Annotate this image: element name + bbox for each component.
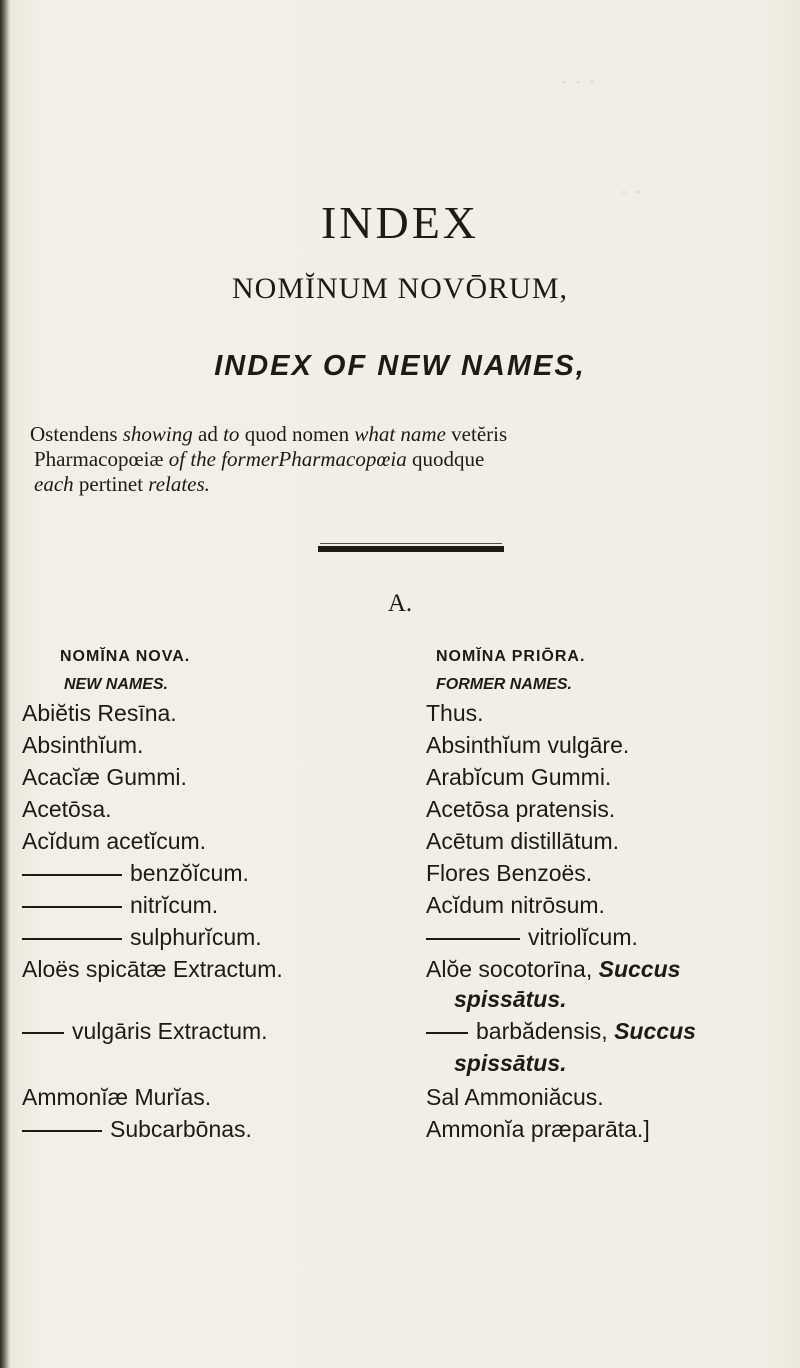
intro-text-italic: relates. [148, 472, 210, 496]
left-entry-text: vulgāris Extractum. [72, 1018, 268, 1044]
right-entry: Arabĭcum Gummi. [426, 764, 612, 790]
right-entry: Acētum distillātum. [426, 828, 620, 854]
left-entry-continued [22, 860, 249, 887]
right-entry-italic: spissātus. [454, 986, 567, 1012]
left-entry: Acacĭæ Gummi. [22, 764, 187, 790]
right-entry: Acĭdum nitrōsum. [426, 892, 605, 918]
right-entry [426, 956, 680, 983]
index-title: INDEX [320, 197, 480, 248]
ditto-dash [22, 874, 122, 876]
right-entry-continued [426, 924, 638, 951]
right-entry-continued [426, 1018, 696, 1045]
left-entry-continued [22, 892, 218, 919]
intro-text: pertinet [78, 472, 144, 496]
right-entry-italic: spissātus. [454, 1050, 567, 1076]
left-entry-continued [22, 924, 262, 951]
intro-text: Ostendens [30, 422, 118, 446]
left-column-heading: NOMĬNA NOVA. [60, 648, 191, 665]
intro-text: ad [198, 422, 218, 446]
intro-text: quodque [411, 447, 485, 471]
ditto-dash [426, 938, 520, 940]
bleed-through-text: · · · [560, 70, 596, 96]
right-entry-text: vitriolĭcum. [528, 924, 638, 950]
right-entry: Absinthĭum vulgāre. [426, 732, 630, 758]
left-entry-continued [22, 1018, 268, 1045]
left-entry-text: Subcarbōnas. [110, 1116, 252, 1142]
ditto-dash [22, 1130, 102, 1132]
left-entry-text: nitrĭcum. [130, 892, 219, 918]
intro-text-italic: what name [354, 422, 446, 446]
left-entry: Aloës spicātæ Extractum. [22, 956, 283, 982]
intro-paragraph [30, 422, 770, 497]
right-entry: Ammonĭa præparāta.] [426, 1116, 650, 1142]
ditto-dash [22, 1032, 64, 1034]
right-entry-text: Alŏe socotorīna, [426, 956, 593, 982]
right-entry: Flores Benzoës. [426, 860, 593, 886]
right-column-heading: NOMĬNA PRIŌRA. [436, 648, 586, 665]
intro-text-italic: to [223, 422, 240, 446]
ditto-dash [22, 906, 122, 908]
left-column-subheading: NEW NAMES. [64, 676, 168, 693]
left-entry: Ammonĭæ Murĭas. [22, 1084, 212, 1110]
ditto-dash [426, 1032, 468, 1034]
left-entry: Acetōsa. [22, 796, 112, 822]
intro-text-italic: of the formerPharmacopœia [168, 447, 407, 471]
index-subtitle-english: INDEX OF NEW NAMES, [214, 350, 586, 382]
left-entry-continued [22, 1116, 252, 1143]
intro-text: vetĕris [451, 422, 508, 446]
intro-text-italic: each [34, 472, 74, 496]
right-entry-italic: Succus [598, 956, 681, 982]
right-column-subheading: FORMER NAMES. [436, 676, 572, 693]
intro-text: quod nomen [244, 422, 350, 446]
index-subtitle-latin: NOMĬNUM NOVŌRUM, [231, 272, 568, 305]
ditto-dash [22, 938, 122, 940]
right-entry-italic: Succus [614, 1018, 696, 1044]
right-entry-text: barbădensis, [476, 1018, 608, 1044]
intro-text: Pharmacopœiæ [34, 447, 164, 471]
left-entry: Abiĕtis Resīna. [22, 700, 177, 726]
left-entry: Absinthĭum. [22, 732, 144, 758]
right-entry: Acetōsa pratensis. [426, 796, 616, 822]
divider-rule [318, 546, 504, 552]
divider-rule-thin [320, 543, 502, 544]
left-entry-text: benzŏĭcum. [130, 860, 249, 886]
right-entry: Thus. [426, 700, 484, 726]
section-letter: A. [387, 590, 413, 617]
intro-text-italic: showing [122, 422, 193, 446]
right-entry: Sal Ammoniăcus. [426, 1084, 604, 1110]
left-entry-text: sulphurĭcum. [130, 924, 262, 950]
left-entry: Acĭdum acetĭcum. [22, 828, 207, 854]
bleed-through-text: · · [620, 180, 642, 206]
